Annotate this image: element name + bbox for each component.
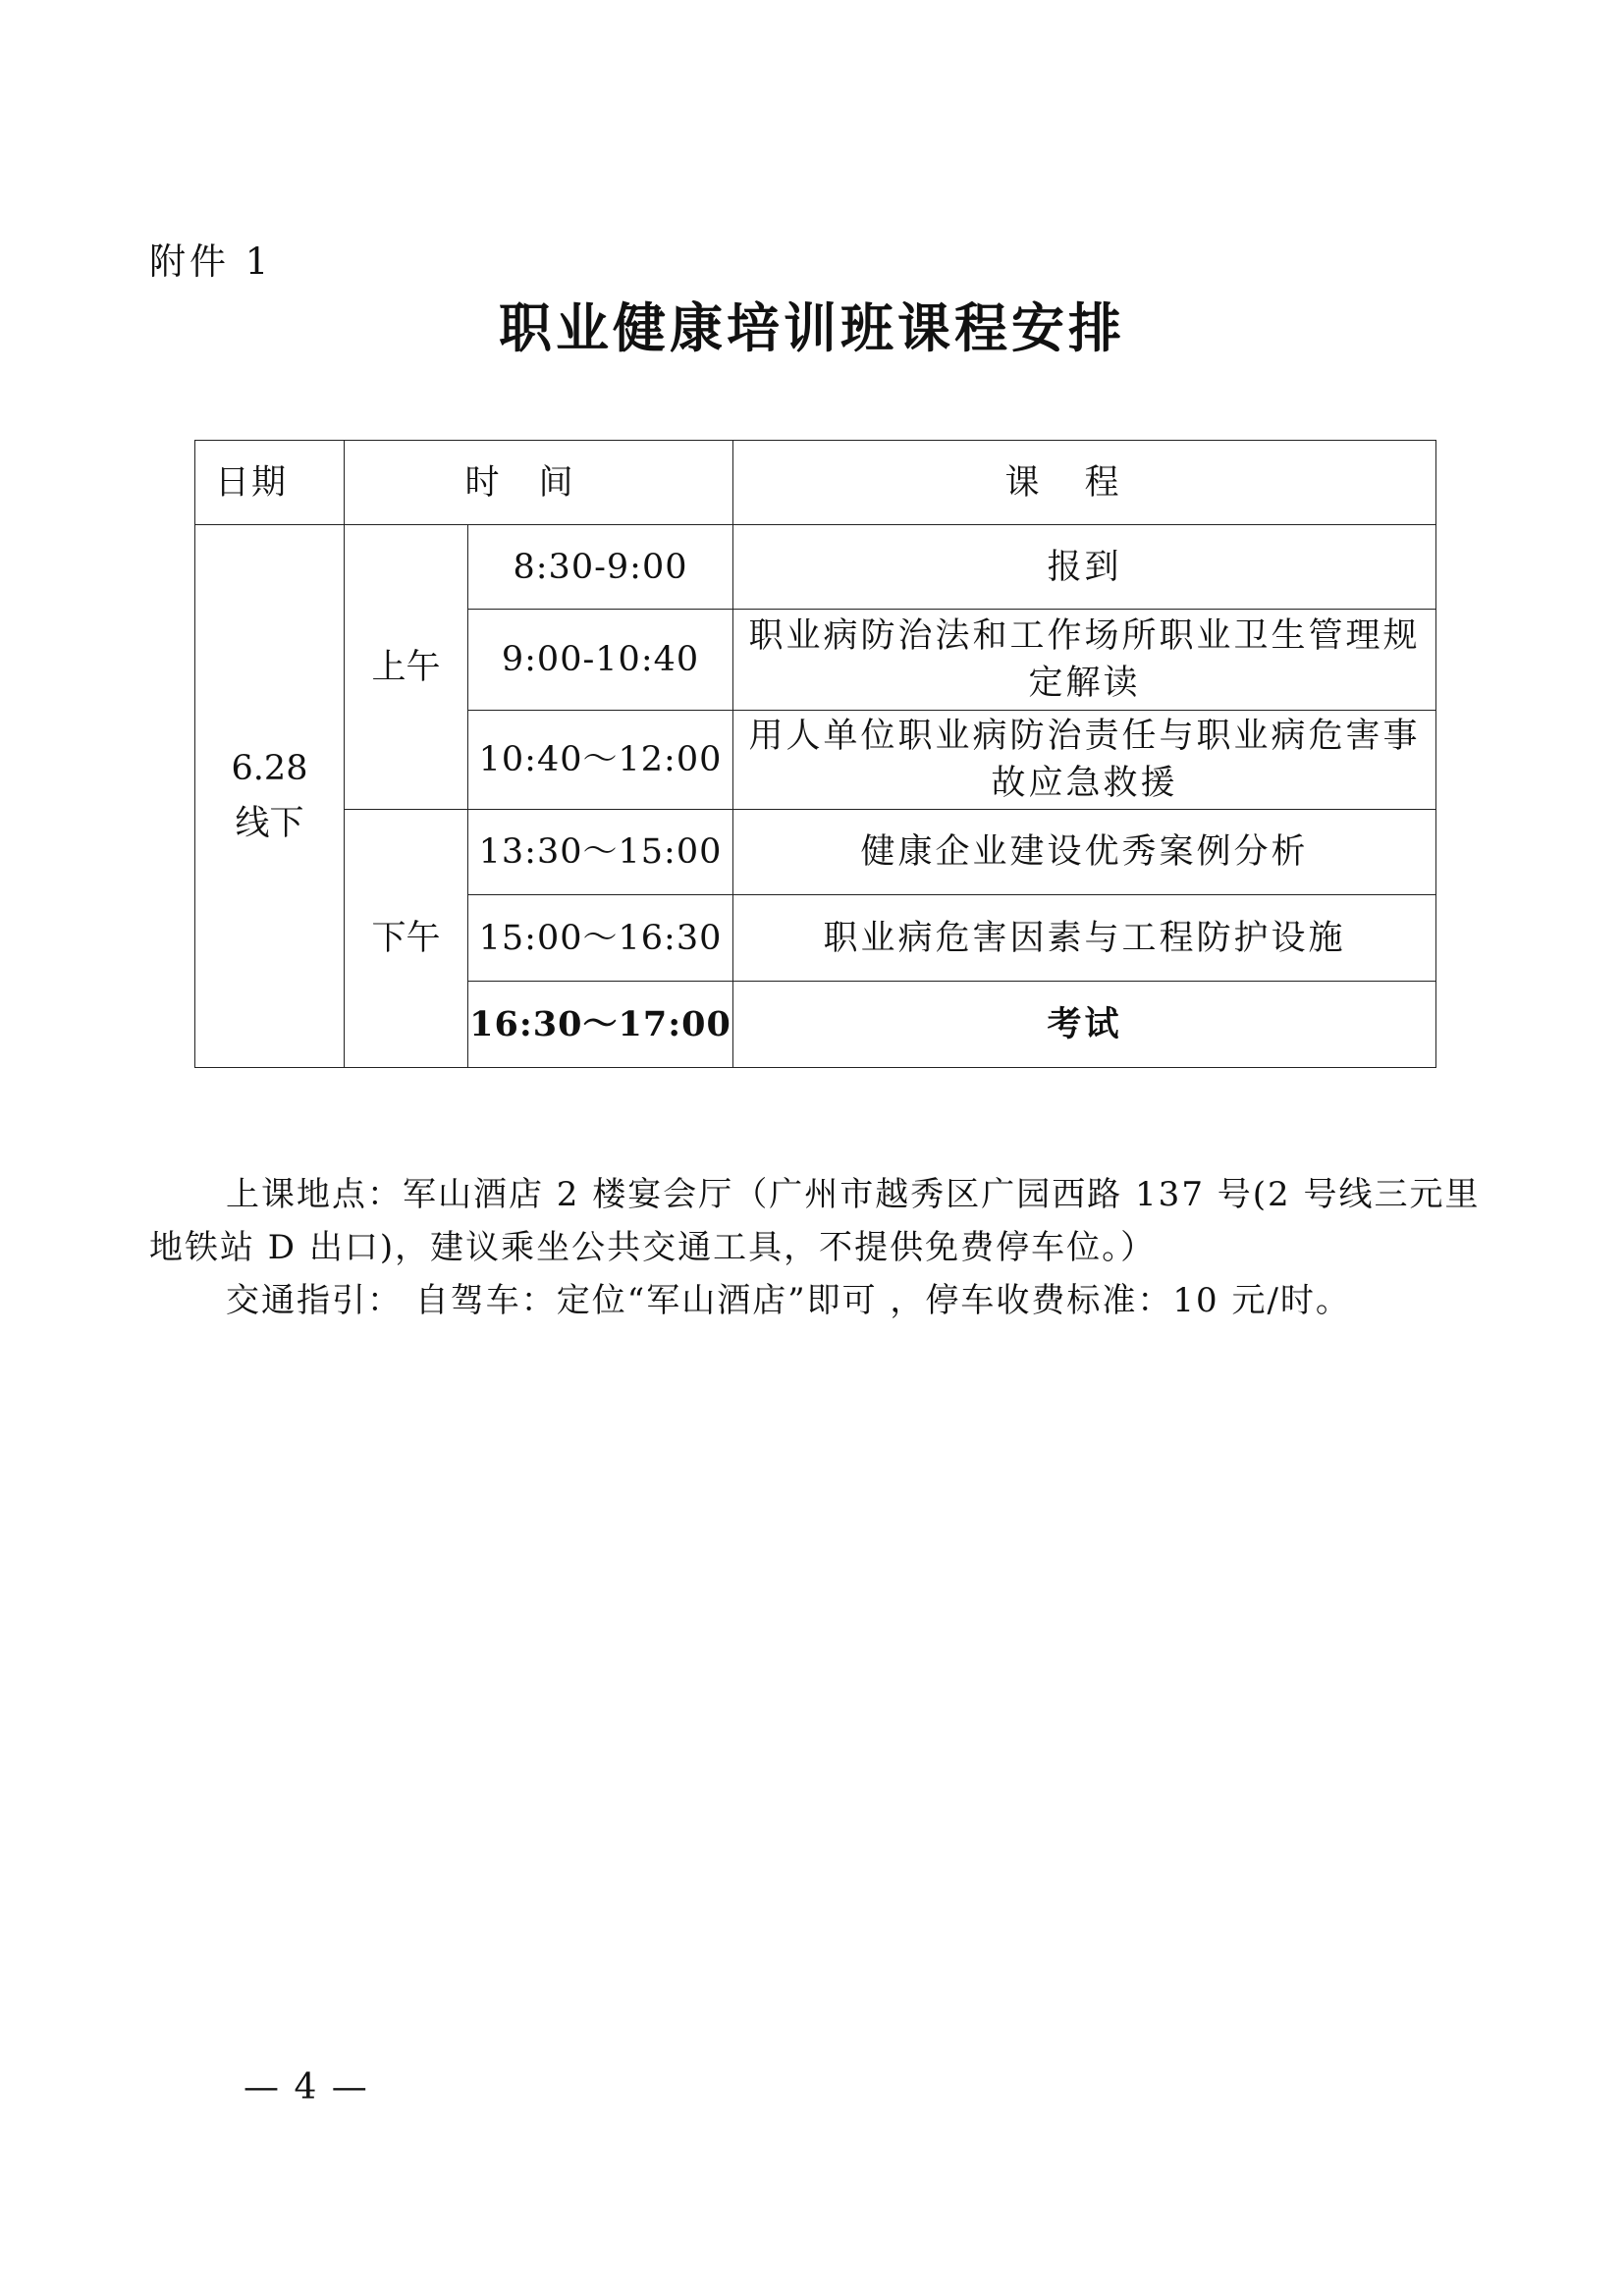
time-cell: 13:30～15:00 [468, 810, 733, 895]
table-row [195, 810, 1436, 895]
table-header-row [195, 441, 1436, 525]
time-cell: 10:40～12:00 [468, 711, 733, 810]
document-title: 职业健康培训班课程安排 [499, 297, 1125, 359]
time-cell: 16:30～17:00 [468, 982, 733, 1068]
header-time: 时间 [345, 441, 733, 525]
course-cell: 职业病防治法和工作场所职业卫生管理规定解读 [733, 610, 1436, 711]
date-mode: 线下 [235, 804, 304, 843]
table-row [195, 525, 1436, 610]
date-value: 6.28 [231, 749, 308, 788]
page-number: — 4 — [244, 2067, 369, 2108]
info-section [149, 1168, 1504, 1327]
header-course: 课程 [733, 441, 1436, 525]
header-date: 日期 [195, 441, 345, 525]
attachment-label: 附件 1 [149, 240, 273, 283]
date-cell [195, 525, 345, 1068]
period-afternoon: 下午 [345, 810, 468, 1068]
course-cell: 健康企业建设优秀案例分析 [733, 810, 1436, 895]
period-morning: 上午 [345, 525, 468, 810]
schedule-table [194, 440, 1436, 1068]
course-cell: 用人单位职业病防治责任与职业病危害事故应急救援 [733, 711, 1436, 810]
time-cell: 9:00-10:40 [468, 610, 733, 711]
course-cell: 考试 [733, 982, 1436, 1068]
time-cell: 8:30-9:00 [468, 525, 733, 610]
traffic-text: 交通指引： 自驾车：定位“军山酒店”即可 ，停车收费标准：10 元/时。 [226, 1281, 1351, 1320]
course-cell: 职业病危害因素与工程防护设施 [733, 895, 1436, 982]
course-cell: 报到 [733, 525, 1436, 610]
time-cell: 15:00～16:30 [468, 895, 733, 982]
location-text: 上课地点：军山酒店 2 楼宴会厅（广州市越秀区广园西路 137 号(2 号线三元里地铁站 D 出口)，建议乘坐公共交通工具，不提供免费停车位。） [149, 1175, 1481, 1267]
